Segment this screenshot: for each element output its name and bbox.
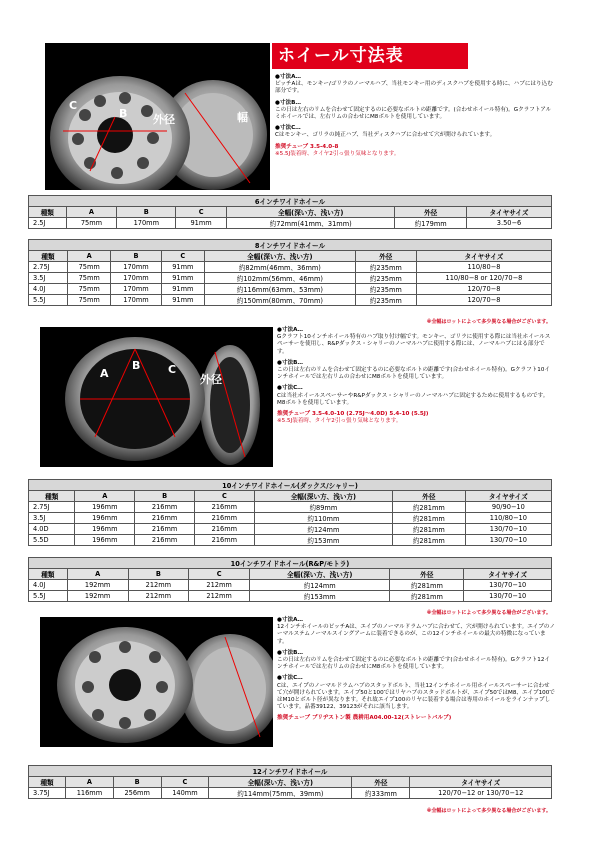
table-row (29, 502, 552, 513)
col-a: A (66, 777, 114, 788)
table-caption: 12インチワイドホイール (29, 766, 552, 777)
cell: 約116mm(63mm、53mm) (205, 284, 356, 295)
cell: 4.0J (29, 284, 68, 295)
label-a: A (100, 367, 109, 380)
note-c-body: Cは当社ホイールスペーサーやR&Pダックス・シャリーのノーマルハブに固定するために使用するものです。M8ボルトを使用しています。 (277, 392, 549, 406)
table-caption: 6インチワイドホイール (29, 196, 552, 207)
cell: 130/70−10 (464, 580, 552, 591)
cell: 75mm (68, 262, 111, 273)
cell: 約281mm (392, 535, 465, 546)
col-b: B (128, 569, 189, 580)
cell: 91mm (161, 295, 204, 306)
col-outer: 外径 (392, 491, 465, 502)
table-row (29, 218, 552, 229)
cell: 110/80−8 or 120/70−8 (416, 273, 551, 284)
cell: 90/90−10 (465, 502, 551, 513)
col-a: A (68, 251, 111, 262)
cell: 196mm (75, 535, 135, 546)
col-type: 種類 (29, 777, 66, 788)
table-caption: 10インチワイドホイール(ダックス/シャリー) (29, 480, 552, 491)
col-tire: タイヤサイズ (464, 569, 552, 580)
col-a: A (66, 207, 117, 218)
table-row (29, 284, 552, 295)
notes-3 (277, 617, 555, 723)
cell: 170mm (111, 273, 161, 284)
note-b-body: この日は左右のリムを合わせて固定するのに必要なボルトの距離です(合わせホイール特有)。Gクラフト12インチホイールでは左右リムの合わせにM8ボルトを使用しています。 (277, 657, 551, 671)
cell: 約153mm (249, 591, 389, 602)
cell: 約281mm (390, 580, 464, 591)
cell: 約153mm (254, 535, 392, 546)
cell: 2.75J (29, 262, 68, 273)
cell: 192mm (67, 591, 128, 602)
cell: 120/70−12 or 130/70−12 (410, 788, 552, 799)
cell: 212mm (189, 580, 250, 591)
table-caption: 8インチワイドホイール (29, 240, 552, 251)
col-c: C (161, 251, 204, 262)
cell: 約235mm (355, 284, 416, 295)
cell: 192mm (67, 580, 128, 591)
cell: 約72mm(41mm、31mm) (227, 218, 395, 229)
col-c: C (176, 207, 227, 218)
cell: 約281mm (392, 502, 465, 513)
label-b: B (119, 107, 128, 120)
col-width: 全幅(深い方、浅い方) (227, 207, 395, 218)
label-b: B (132, 359, 141, 372)
cell: 約235mm (355, 262, 416, 273)
cell: 196mm (75, 502, 135, 513)
wheel-photo-6-8inch (45, 43, 270, 190)
note-a-body: Gクラフト10インチホイール特有のハブ取り付け幅です。モンキー、ゴリラに使用する際には当社ホイールスペーサーを使用し、R&Pダックス・シャリーのノーマルハブに使用する際には、ノーマルハブにはる部分です。 (277, 334, 551, 355)
col-outer: 外径 (390, 569, 464, 580)
col-type: 種類 (29, 491, 75, 502)
cell: 216mm (194, 513, 254, 524)
wheel-illustration (40, 327, 273, 467)
cell: 約150mm(80mm、70mm) (205, 295, 356, 306)
table-row (29, 580, 552, 591)
table-10inch-dax (28, 479, 552, 546)
col-tire: タイヤサイズ (416, 251, 551, 262)
notes-1 (275, 74, 555, 158)
table-12inch (28, 765, 552, 799)
cell: 5.5D (29, 535, 75, 546)
col-b: B (135, 491, 195, 502)
note-c-head: ●寸法C… (277, 385, 303, 392)
cell: 75mm (68, 295, 111, 306)
table-row (29, 535, 552, 546)
cell: 120/70−8 (416, 295, 551, 306)
cell: 216mm (194, 535, 254, 546)
table-6inch (28, 195, 552, 229)
note-a-body: ピッチAは、モンキー/ゴリラのノーマルハブ、当社モンキー用のディスクハブを使用する時に、ハブにはり込む部分です。 (275, 81, 553, 95)
cell: 約114mm(75mm、39mm) (209, 788, 352, 799)
col-c: C (161, 777, 209, 788)
note-b-head: ●寸法B… (277, 649, 303, 656)
note-c-head: ●寸法C… (275, 125, 301, 132)
col-outer: 外径 (355, 251, 416, 262)
cell: 140mm (161, 788, 209, 799)
note-a-head: ●寸法A… (277, 327, 303, 333)
cell: 2.75J (29, 502, 75, 513)
cell: 196mm (75, 513, 135, 524)
cell: 5.5J (29, 295, 68, 306)
cell: 116mm (66, 788, 114, 799)
lot-note: ※全幅はロットによって多少異なる場合がございます。 (426, 319, 551, 325)
wheel-photo-12inch (40, 617, 273, 747)
note-c-head: ●寸法C… (277, 675, 303, 682)
col-b: B (111, 251, 161, 262)
col-c: C (194, 491, 254, 502)
table-row (29, 273, 552, 284)
cell: 約281mm (390, 591, 464, 602)
table-row (29, 788, 552, 799)
cell: 約82mm(46mm、36mm) (205, 262, 356, 273)
col-tire: タイヤサイズ (410, 777, 552, 788)
cell: 91mm (161, 284, 204, 295)
wheel-photo-10inch (40, 327, 273, 467)
cell: 約281mm (392, 513, 465, 524)
cell: 196mm (75, 524, 135, 535)
cell: 170mm (111, 295, 161, 306)
cell: 3.5J (29, 513, 75, 524)
page-title: ホイール寸法表 (272, 43, 468, 69)
cell: 3.50−6 (467, 218, 552, 229)
cell: 216mm (135, 502, 195, 513)
col-outer: 外径 (352, 777, 410, 788)
cell: 約110mm (254, 513, 392, 524)
col-width: 全幅(深い方、浅い方) (205, 251, 356, 262)
cell: 3.75J (29, 788, 66, 799)
cell: 170mm (117, 218, 176, 229)
recommended-tube: 推奨チューブ 3.5-4.0-10 (2.75J～4.0D) 5.4-10 (5.5J) (277, 411, 429, 418)
cell: 4.0J (29, 580, 68, 591)
col-b: B (113, 777, 161, 788)
header-row (29, 777, 552, 788)
cell: 216mm (135, 513, 195, 524)
label-c: C (168, 363, 177, 376)
header-row (29, 251, 552, 262)
cell: 216mm (135, 535, 195, 546)
cell: 約124mm (254, 524, 392, 535)
label-c: C (69, 99, 78, 112)
cell: 110/80−10 (465, 513, 551, 524)
cell: 約124mm (249, 580, 389, 591)
col-width: 全幅(深い方、浅い方) (249, 569, 389, 580)
cell: 170mm (111, 262, 161, 273)
cell: 91mm (161, 273, 204, 284)
cell: 216mm (135, 524, 195, 535)
table-row (29, 262, 552, 273)
cell: 約89mm (254, 502, 392, 513)
lot-note: ※全幅はロットによって多少異なる場合がございます。 (426, 808, 551, 814)
label-outer: 外径 (200, 373, 222, 386)
warning-note: ※5.5J装着時、タイヤ2引っ張り気味となります。 (277, 418, 402, 425)
cell: 5.5J (29, 591, 68, 602)
table-row (29, 295, 552, 306)
cell: 約281mm (392, 524, 465, 535)
cell: 4.0D (29, 524, 75, 535)
cell: 約102mm(56mm、46mm) (205, 273, 356, 284)
col-outer: 外径 (395, 207, 467, 218)
cell: 91mm (176, 218, 227, 229)
cell: 75mm (66, 218, 117, 229)
lot-note: ※全幅はロットによって多少異なる場合がございます。 (426, 610, 551, 616)
cell: 110/80−8 (416, 262, 551, 273)
cell: 212mm (128, 591, 189, 602)
cell: 約179mm (395, 218, 467, 229)
cell: 216mm (194, 524, 254, 535)
col-type: 種類 (29, 569, 68, 580)
note-b-head: ●寸法B… (275, 99, 301, 106)
cell: 91mm (161, 262, 204, 273)
cell: 2.5J (29, 218, 67, 229)
col-a: A (75, 491, 135, 502)
col-tire: タイヤサイズ (467, 207, 552, 218)
table-caption: 10インチワイドホイール(R&P/モトラ) (29, 558, 552, 569)
wheel-illustration (40, 617, 273, 747)
cell: 170mm (111, 284, 161, 295)
recommended-tube: 推奨チューブ ブリヂストン製 農耕用A04.00-12(ストレートバルブ) (277, 715, 452, 722)
col-a: A (67, 569, 128, 580)
cell: 130/70−10 (465, 524, 551, 535)
warning-note: ※5.5J装着時、タイヤ2引っ張り気味となります。 (275, 150, 400, 157)
note-c-body: Cは、エイプのノーマルドラムハブのスタッドボルト、当社12インチホイール用ホイールスペーサーに合わせて穴が開けられています。エイプ50と100ではリヤハブのスタッドボルトが、エイプ50ではM8、エイプ100ではM10とボルト径が異なります。それ故エイプ100のリヤに装着する場合は専用のホイールをラインナップしています。品番39122、39123がそれに該当します。 (277, 682, 555, 711)
col-c: C (189, 569, 250, 580)
cell: 120/70−8 (416, 284, 551, 295)
table-row (29, 591, 552, 602)
note-a-body: 12インチホイールのピッチAは、エイプのノーマルドラムハブに合わせて、穴が開けられています。エイプのノーマルステムノーマルスイングアームに装着できるのが、この12インチホイールの最大の特徴になっています。 (277, 624, 555, 645)
note-b-body: この日は左右のリムを合わせて固定するのに必要なボルトの距離です。(合わせホイール特有)。Gクラフトアルミホイールでは、左右リムの合わせにM8ボルトを使用しています。 (275, 106, 552, 121)
col-width: 全幅(深い方、浅い方) (254, 491, 392, 502)
cell: 212mm (189, 591, 250, 602)
cell: 130/70−10 (464, 591, 552, 602)
cell: 216mm (194, 502, 254, 513)
cell: 約235mm (355, 295, 416, 306)
col-type: 種類 (29, 207, 67, 218)
notes-2 (277, 327, 555, 425)
col-type: 種類 (29, 251, 68, 262)
label-outer: 外径 (153, 113, 175, 126)
col-width: 全幅(深い方、浅い方) (209, 777, 352, 788)
cell: 約333mm (352, 788, 410, 799)
table-8inch (28, 239, 552, 306)
note-a-head: ●寸法A… (275, 74, 301, 80)
cell: 212mm (128, 580, 189, 591)
table-row (29, 524, 552, 535)
col-tire: タイヤサイズ (465, 491, 551, 502)
header-row (29, 569, 552, 580)
col-b: B (117, 207, 176, 218)
cell: 75mm (68, 273, 111, 284)
cell: 3.5J (29, 273, 68, 284)
cell: 130/70−10 (465, 535, 551, 546)
label-width: 幅 (237, 111, 248, 124)
table-row (29, 513, 552, 524)
header-row (29, 491, 552, 502)
header-row (29, 207, 552, 218)
note-a-head: ●寸法A… (277, 617, 303, 623)
cell: 約235mm (355, 273, 416, 284)
table-10inch-rp (28, 557, 552, 602)
note-c-body: Cはモンキー、ゴリラの純正ハブ、当社ディスクハブに合わせて穴が開けられています。 (275, 132, 496, 139)
cell: 75mm (68, 284, 111, 295)
cell: 256mm (113, 788, 161, 799)
note-b-head: ●寸法B… (277, 359, 303, 366)
recommended-tube: 推奨チューブ 3.5-4.0-8 (275, 143, 339, 150)
note-b-body: この日は左右のリムを合わせて固定するのに必要なボルトの距離です(合わせホイール特有)。Gクラフト10インチホイールでは左右リムの合わせにM8ボルトを使用しています。 (277, 367, 551, 381)
